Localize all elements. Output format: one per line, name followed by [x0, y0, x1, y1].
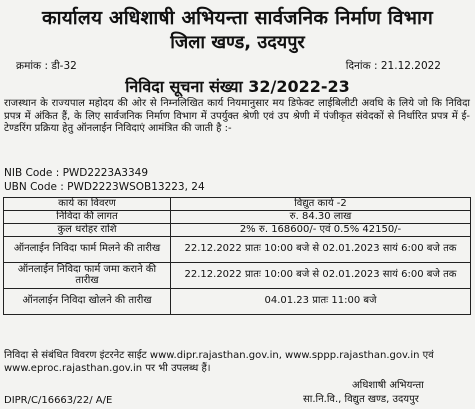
signatory-title: अधिशाषी अभियन्ता [352, 380, 424, 391]
row-label: ऑनलाईन निविदा खोलने की तारीख [4, 288, 171, 314]
table-row [4, 210, 471, 223]
ubn-code: UBN Code : PWD2223WSOB13223, 24 [4, 181, 205, 193]
table-row [4, 198, 471, 211]
notice-date: दिनांक : 21.12.2022 [345, 60, 441, 72]
row-label: कुल धरोहर राशि [4, 223, 171, 236]
table-row [4, 262, 471, 288]
table-row [4, 236, 471, 262]
dipr-code: DIPR/C/16663/22/ A/E [4, 395, 113, 406]
tender-details-table [3, 197, 471, 315]
office-title: कार्यालय अधिशाषी अभियन्ता सार्वजनिक निर्माण विभाग [42, 7, 433, 29]
reference-number: क्रमांक : डी-32 [16, 60, 77, 72]
row-label: ऑनलाईन निविदा फार्म जमा कराने की तारीख [4, 262, 171, 288]
row-value: 04.01.23 प्रातः 11:00 बजे [171, 288, 471, 314]
row-value: 22.12.2022 प्रातः 10:00 बजे से 02.01.2023 सायं 6:00 बजे तक [171, 236, 471, 262]
row-value: रु. 84.30 लाख [171, 210, 471, 223]
row-label: ऑनलाईन निविदा फार्म मिलने की तारीख [4, 236, 171, 262]
notice-title: निविदा सूचना संख्या 32/2022-23 [125, 77, 350, 96]
website-info: निविदा से संबंधित विवरण इंटरनेट साईट www.dipr.rajasthan.gov.in, www.sppp.rajasthan.gov.in एवं www.eproc.rajasthan.gov.in पर भी उपलब्ध हैं। [4, 350, 434, 374]
intro-paragraph: राजस्थान के राज्यपाल महोदय की ओर से निम्नलिखित कार्य नियमानुसार मय डिफेक्ट लाईबिलीटी अवधि के लिये जो कि निविदा प्रपत्र में अंकित हैं, के लिए सार्वजनिक निर्माण विभाग में उपर्युक्त श्रेणी एवं उप श्रेणी में पंजीकृत संवेदकों से निर्धारित प्रपत्र में ई-टेण्डरिंग प्रक्रिया हेतु ऑनलाईन निविदाएं आमंत्रित की जाती है :- [4, 98, 470, 134]
row-label: कार्य का विवरण [4, 198, 171, 211]
district-line: जिला खण्ड, उदयपुर [170, 32, 305, 53]
row-label: निविदा की लागत [4, 210, 171, 223]
row-value: 22.12.2022 प्रातः 10:00 बजे से 02.01.2023 सायं 6:00 बजे तक [171, 262, 471, 288]
row-value: 2% रु. 168600/- एवं 0.5% 42150/- [171, 223, 471, 236]
nib-code: NIB Code : PWD2223A3349 [4, 167, 149, 179]
row-value: विद्युत कार्य -2 [171, 198, 471, 211]
table-row [4, 223, 471, 236]
signatory-office: सा.नि.वि., विद्युत खण्ड, उदयपुर [303, 394, 419, 405]
table-row [4, 288, 471, 314]
